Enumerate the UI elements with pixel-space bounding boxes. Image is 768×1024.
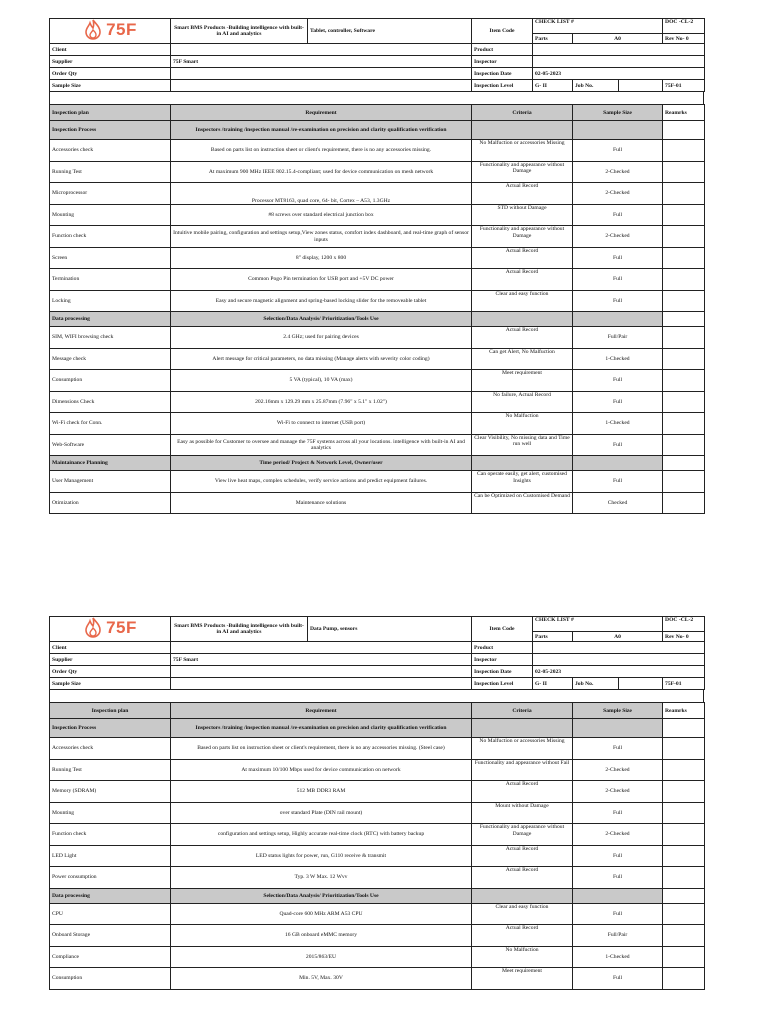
criteria-text: Mount without Damage <box>472 802 573 824</box>
inspection-level-value: G- II <box>533 80 573 92</box>
table-row <box>50 802 705 824</box>
inspection-item: Running Test <box>50 759 171 781</box>
job-no-value: 75F-01 <box>663 80 705 92</box>
remarks-cell <box>663 391 705 413</box>
inspection-item: Web-Software <box>50 434 171 456</box>
table-row <box>50 370 705 392</box>
column-inspection-plan: Inspection plan <box>50 105 171 121</box>
remarks-cell <box>663 327 705 349</box>
criteria-text: Actual Record <box>472 925 573 947</box>
criteria-text: Actual Record <box>472 327 573 349</box>
criteria-text: No Malfuction <box>472 413 573 435</box>
table-row <box>50 759 705 781</box>
remarks-cell <box>663 204 705 226</box>
sample-size-value: Full <box>573 471 663 493</box>
remarks-cell <box>663 434 705 456</box>
section-heading: Selection/Data Analysis/ Prioritization/Tools Use <box>171 888 472 903</box>
company-description: Smart BMS Products -Building intelligence with built-in AI and analytics <box>171 617 308 642</box>
sample-size-value <box>171 80 472 92</box>
section-header-row <box>50 456 705 471</box>
table-row <box>50 140 705 162</box>
sample-size-label: Sample Size <box>50 678 171 690</box>
remarks-cell <box>663 824 705 846</box>
section-title: Inspection Process <box>50 719 171 738</box>
requirement-text: Common Pogo Pin termination for USB port and +5V DC power <box>171 269 472 291</box>
requirement-text: Quad-core 600 MHz ARM A53 CPU <box>171 903 472 925</box>
table-row <box>50 204 705 226</box>
column-inspection-plan: Inspection plan <box>50 703 171 719</box>
remarks-cell <box>663 759 705 781</box>
criteria-text: No Malfuction <box>472 946 573 968</box>
inspection-level-value: G- II <box>533 678 573 690</box>
requirement-text: 5 VA (typical), 10 VA (max) <box>171 370 472 392</box>
requirement-text: Easy and secure magnetic alignment and spring-based locking slider for the removeable tablet <box>171 290 472 312</box>
inspection-level-label: Inspection Level <box>472 80 533 92</box>
inspector-label: Inspector <box>472 56 533 68</box>
inspection-item: Running Test <box>50 161 171 183</box>
brand-logo-text: 75F <box>106 618 137 638</box>
criteria-text: Functionality and appearance without Fail <box>472 759 573 781</box>
sample-size-value: Full <box>573 391 663 413</box>
inspection-item: Mounting <box>50 204 171 226</box>
table-row <box>50 946 705 968</box>
inspection-item: User Management <box>50 471 171 493</box>
requirement-text: View live heat maps, complex schedules, verify service actions and predict equipment failures. <box>171 471 472 493</box>
column-requirement: Requirement <box>171 703 472 719</box>
remarks-cell <box>663 269 705 291</box>
criteria-text: No Malfuction or accessories Missing <box>472 738 573 760</box>
table-row <box>50 471 705 493</box>
remarks-cell <box>663 183 705 205</box>
section-header-row <box>50 121 705 140</box>
criteria-text: Clear Visibility, No missing data and Time run well <box>472 434 573 456</box>
inspection-item: Function check <box>50 824 171 846</box>
parts-value: A0 <box>573 34 663 44</box>
requirement-text: LED status lights for power, run, G110 receive & transmit <box>171 845 472 867</box>
product-type: Data Pump, sensors <box>308 617 472 642</box>
sample-size-value: Full <box>573 290 663 312</box>
criteria-text: Actual Record <box>472 781 573 803</box>
inspection-item: Termination <box>50 269 171 291</box>
criteria-text: Meet requirement <box>472 968 573 990</box>
requirement-text: Processor MT8163, quad core, 64- bit, Cortex – A53, 1.3GHz <box>171 183 472 205</box>
brand-logo <box>83 19 137 41</box>
inspection-level-label: Inspection Level <box>472 678 533 690</box>
item-code-label: Item Code <box>472 617 533 642</box>
sample-size-value: Full <box>573 247 663 269</box>
sample-size-value: Full <box>573 738 663 760</box>
remarks-cell <box>663 290 705 312</box>
table-row <box>50 492 705 514</box>
revision-number: Rev No- 0 <box>663 632 705 642</box>
requirement-text: 2015/863/EU <box>171 946 472 968</box>
checklist-sheet-2 <box>49 616 704 990</box>
inspection-table <box>49 104 705 514</box>
inspection-item: CPU <box>50 903 171 925</box>
flame-icon <box>83 19 103 41</box>
requirement-text: Based on parts list on instruction sheet or client's requirement, there is no any accessories missing. (Steel case) <box>171 738 472 760</box>
table-row <box>50 161 705 183</box>
requirement-text: 512 MB DDR3 RAM <box>171 781 472 803</box>
client-value <box>171 642 472 654</box>
inspection-date-value: 02-05-2023 <box>533 68 705 80</box>
remarks-cell <box>663 413 705 435</box>
criteria-text: Clear and easy function <box>472 903 573 925</box>
order-qty-label: Order Qty <box>50 68 171 80</box>
sample-size-value: Full <box>573 968 663 990</box>
remarks-cell <box>663 867 705 889</box>
inspection-item: Power consumption <box>50 867 171 889</box>
supplier-value: 75F Smart <box>171 56 472 68</box>
inspection-date-label: Inspection Date <box>472 68 533 80</box>
section-title: Data processing <box>50 888 171 903</box>
table-row <box>50 183 705 205</box>
sample-size-value: 2-Checked <box>573 226 663 248</box>
sample-size-value: 2-Checked <box>573 824 663 846</box>
section-title: Data processing <box>50 312 171 327</box>
section-title: Maintainance Planning <box>50 456 171 471</box>
inspection-item: Wi-Fi check for Conn. <box>50 413 171 435</box>
table-row <box>50 903 705 925</box>
table-row <box>50 845 705 867</box>
criteria-text: Actual Record <box>472 247 573 269</box>
criteria-text: Clear and easy function <box>472 290 573 312</box>
inspection-item: LED Light <box>50 845 171 867</box>
section-header-row <box>50 719 705 738</box>
inspection-item: Compliance <box>50 946 171 968</box>
sample-size-label: Sample Size <box>50 80 171 92</box>
inspection-item: Dimensions Check <box>50 391 171 413</box>
sample-size-value: 1-Checked <box>573 348 663 370</box>
remarks-cell <box>663 946 705 968</box>
remarks-cell <box>663 226 705 248</box>
column-remarks: Reamrks <box>663 703 705 719</box>
requirement-text: #8 screws over standard electrical junction box <box>171 204 472 226</box>
remarks-cell <box>663 492 705 514</box>
sample-size-value: 2-Checked <box>573 161 663 183</box>
table-row <box>50 348 705 370</box>
remarks-cell <box>663 161 705 183</box>
parts-label: Parts <box>533 34 573 44</box>
inspection-item: Onboard Storage <box>50 925 171 947</box>
column-criteria: Criteria <box>472 703 573 719</box>
sample-size-value: Full <box>573 269 663 291</box>
column-sample-size: Sample Size <box>573 105 663 121</box>
inspector-label: Inspector <box>472 654 533 666</box>
criteria-text: Actual Record <box>472 867 573 889</box>
remarks-cell <box>663 738 705 760</box>
section-heading: Inspectors /training /inspection manual /re-examination on precision and clarity qualification verification <box>171 719 472 738</box>
logo-cell <box>50 617 171 642</box>
doc-number: DOC -CL-2 <box>663 617 705 632</box>
inspection-item: Mounting <box>50 802 171 824</box>
sample-size-value: Full <box>573 370 663 392</box>
requirement-text: Maintenance solutions <box>171 492 472 514</box>
table-row <box>50 867 705 889</box>
item-code-label: Item Code <box>472 19 533 44</box>
criteria-text: Functionality and appearance without Damage <box>472 161 573 183</box>
sample-size-value: Full <box>573 140 663 162</box>
sample-size-value: Full <box>573 204 663 226</box>
criteria-text: Functionality and appearance without Damage <box>472 226 573 248</box>
criteria-text: Can be Optimized on Customised Demand <box>472 492 573 514</box>
requirement-text: 2.4 GHz; used for pairing devices <box>171 327 472 349</box>
remarks-cell <box>663 903 705 925</box>
inspection-item: Message check <box>50 348 171 370</box>
brand-logo <box>83 617 137 639</box>
company-description: Smart BMS Products -Building intelligence with built-in AI and analytics <box>171 19 308 44</box>
sample-size-value: Full <box>573 903 663 925</box>
job-no-label: Job No. <box>573 80 619 92</box>
inspection-item: Function check <box>50 226 171 248</box>
revision-number: Rev No- 0 <box>663 34 705 44</box>
supplier-label: Supplier <box>50 654 171 666</box>
sample-size-value: Full <box>573 867 663 889</box>
checklist-label: CHECK LIST # <box>533 19 663 34</box>
inspection-item: Locking <box>50 290 171 312</box>
order-qty-value <box>171 68 472 80</box>
remarks-cell <box>663 140 705 162</box>
client-label: Client <box>50 44 171 56</box>
remarks-cell <box>663 968 705 990</box>
requirement-text: 8" display, 1200 x 800 <box>171 247 472 269</box>
sample-size-value: Full/Pair <box>573 925 663 947</box>
requirement-text: over standard Plate (DIN rail mount) <box>171 802 472 824</box>
inspection-table <box>49 702 705 990</box>
checklist-sheet-1 <box>49 18 704 514</box>
order-qty-label: Order Qty <box>50 666 171 678</box>
inspection-item: SIM, WIFI browsing check <box>50 327 171 349</box>
sample-size-value: Full <box>573 845 663 867</box>
sheet-header-table <box>49 18 705 92</box>
requirement-text: At maximum 10/100 Mbps used for device communication on network <box>171 759 472 781</box>
criteria-text: No failure, Actual Record <box>472 391 573 413</box>
requirement-text: Min. 5V, Max. 30V <box>171 968 472 990</box>
section-heading: Selection/Data Analysis/ Prioritization/Tools Use <box>171 312 472 327</box>
criteria-text: Meet requirement <box>472 370 573 392</box>
column-criteria: Criteria <box>472 105 573 121</box>
remarks-cell <box>663 348 705 370</box>
product-label: Product <box>472 642 533 654</box>
checklist-label: CHECK LIST # <box>533 617 663 632</box>
column-sample-size: Sample Size <box>573 703 663 719</box>
logo-cell <box>50 19 171 44</box>
sample-size-value: Full/Pair <box>573 327 663 349</box>
sheet-header-table <box>49 616 705 690</box>
sample-size-value: 2-Checked <box>573 781 663 803</box>
inspection-item: Screen <box>50 247 171 269</box>
inspection-item: Memory (SDRAM) <box>50 781 171 803</box>
inspector-value <box>533 654 705 666</box>
section-title: Inspection Process <box>50 121 171 140</box>
product-label: Product <box>472 44 533 56</box>
table-row <box>50 738 705 760</box>
remarks-cell <box>663 925 705 947</box>
inspection-item: Accessories check <box>50 738 171 760</box>
table-row <box>50 226 705 248</box>
criteria-text: STD without Damage <box>472 204 573 226</box>
sample-size-value: 2-Checked <box>573 759 663 781</box>
section-heading: Time period/ Project & Network Level, Owner/user <box>171 456 472 471</box>
product-value <box>533 44 705 56</box>
requirement-text: Alert message for critical parameters, no data missing (Manage alerts with severity color coding) <box>171 348 472 370</box>
order-qty-value <box>171 666 472 678</box>
criteria-text: Can operate easily, get alert, customised Insights <box>472 471 573 493</box>
inspector-value <box>533 56 705 68</box>
remarks-cell <box>663 247 705 269</box>
requirement-text: Based on parts list on instruction sheet or client's requirement, there is no any accessories missing. <box>171 140 472 162</box>
criteria-text: Functionality and appearance without Damage <box>472 824 573 846</box>
column-remarks: Reamrks <box>663 105 705 121</box>
supplier-label: Supplier <box>50 56 171 68</box>
supplier-value: 75F Smart <box>171 654 472 666</box>
job-no-value: 75F-01 <box>663 678 705 690</box>
table-row <box>50 269 705 291</box>
requirement-text: 16 GB onboard eMMC memory <box>171 925 472 947</box>
requirement-text: 202.16mm x 129.29 mm x 25.87mm (7.96" x 5.1" x 1.02") <box>171 391 472 413</box>
remarks-cell <box>663 471 705 493</box>
remarks-cell <box>663 781 705 803</box>
criteria-text: Actual Record <box>472 269 573 291</box>
table-row <box>50 247 705 269</box>
criteria-text: No Malfuction or accessories Missing <box>472 140 573 162</box>
requirement-text: Typ. 3 W Max. 12 Wvv <box>171 867 472 889</box>
job-no-label: Job No. <box>573 678 619 690</box>
sample-size-value: 1-Checked <box>573 413 663 435</box>
table-row <box>50 327 705 349</box>
client-label: Client <box>50 642 171 654</box>
table-row <box>50 391 705 413</box>
table-row <box>50 290 705 312</box>
sample-size-value: Full <box>573 802 663 824</box>
criteria-text: Actual Record <box>472 183 573 205</box>
sample-size-value: Full <box>573 434 663 456</box>
inspection-date-label: Inspection Date <box>472 666 533 678</box>
brand-logo-text: 75F <box>106 20 137 40</box>
inspection-item: Consumption <box>50 370 171 392</box>
requirement-text: configuration and settings setup, Highly accurate real-time clock (RTC) with battery backup <box>171 824 472 846</box>
requirement-text: Intuitive mobile pairing, configuration and settings setup,View zones status, comfort index dashboard, and real-time graph of sensor inputs <box>171 226 472 248</box>
sample-size-value <box>171 678 472 690</box>
table-row <box>50 968 705 990</box>
client-value <box>171 44 472 56</box>
table-row <box>50 824 705 846</box>
remarks-cell <box>663 802 705 824</box>
table-row <box>50 413 705 435</box>
table-row <box>50 925 705 947</box>
inspection-item: Consumption <box>50 968 171 990</box>
section-header-row <box>50 888 705 903</box>
section-header-row <box>50 312 705 327</box>
product-type: Tablet, controller, Software <box>308 19 472 44</box>
product-value <box>533 642 705 654</box>
inspection-item: Microprocessor <box>50 183 171 205</box>
table-row <box>50 434 705 456</box>
sample-size-value: 1-Checked <box>573 946 663 968</box>
inspection-item: Otimization <box>50 492 171 514</box>
requirement-text: Easy as possible for Customer to oversee and manage the 75F systems across all your locations. intelligence with built-in AI and analytics <box>171 434 472 456</box>
doc-number: DOC -CL-2 <box>663 19 705 34</box>
table-row <box>50 781 705 803</box>
sample-size-value: Checked <box>573 492 663 514</box>
sample-size-value: 2-Checked <box>573 183 663 205</box>
flame-icon <box>83 617 103 639</box>
remarks-cell <box>663 845 705 867</box>
remarks-cell <box>663 370 705 392</box>
inspection-item: Accessories check <box>50 140 171 162</box>
parts-value: A0 <box>573 632 663 642</box>
requirement-text: At maximum 900 MHz IEEE 802.15.4-compliant; used for device communication on mesh network <box>171 161 472 183</box>
inspection-date-value: 02-05-2023 <box>533 666 705 678</box>
parts-label: Parts <box>533 632 573 642</box>
criteria-text: Can get Alert, No Malfuction <box>472 348 573 370</box>
column-requirement: Requirement <box>171 105 472 121</box>
criteria-text: Actual Record <box>472 845 573 867</box>
section-heading: Inspectors /training /inspection manual /re-examination on precision and clarity qualification verification <box>171 121 472 140</box>
requirement-text: Wi-Fi to connect to internet (USB port) <box>171 413 472 435</box>
